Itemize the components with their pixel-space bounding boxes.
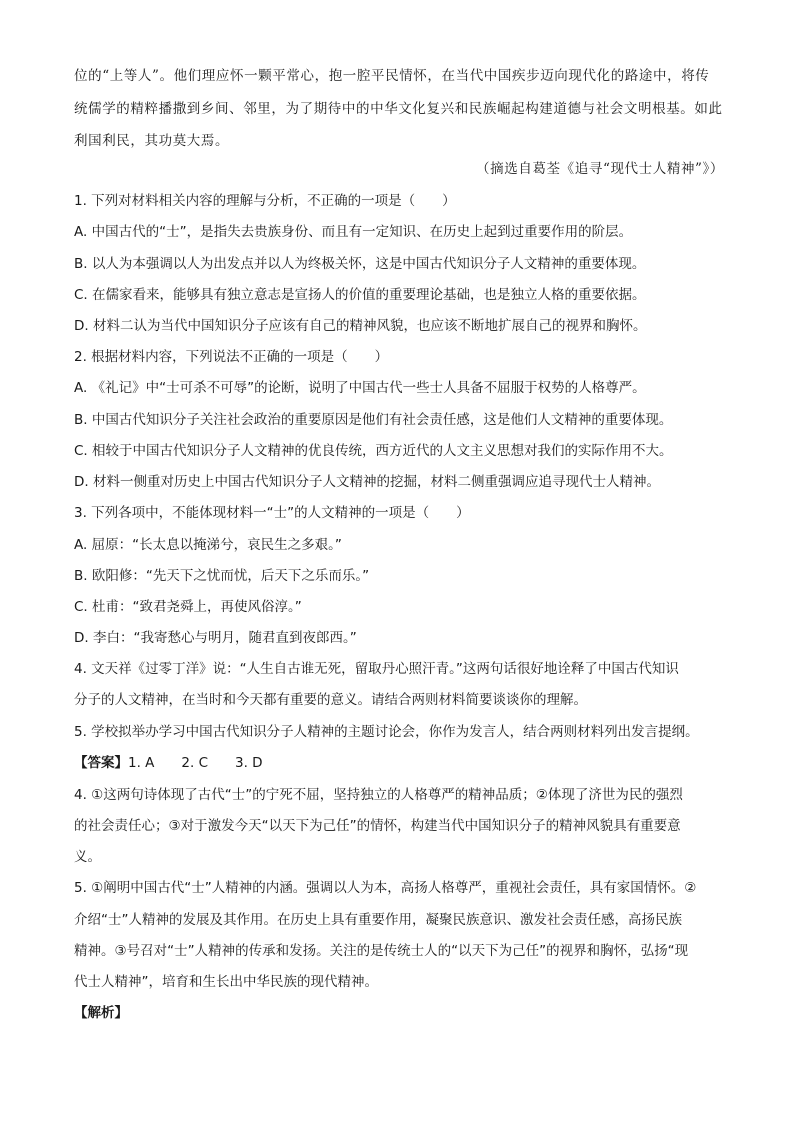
question-4-line: 分子的人文精神，在当时和今天都有重要的意义。请结合两则材料简要谈谈你的理解。 [74, 692, 587, 708]
question-2-option-c: C. 相较于中国古代知识分子人文精神的优良传统，西方近代的人文主义思想对我们的实际作用不大。 [74, 443, 673, 459]
answer-short: 1. A 2. C 3. D [128, 755, 263, 771]
answer-5-line: 5. ①阐明中国古代“士”人精神的内涵。强调以人为本，高扬人格尊严，重视社会责任，具有家国情怀。② [74, 880, 697, 896]
answer-4-line: 义。 [74, 849, 101, 865]
question-2-option-b: B. 中国古代知识分子关注社会政治的重要原因是他们有社会责任感，这是他们人文精神的重要体现。 [74, 412, 673, 428]
question-3-option-d: D. 李白：“我寄愁心与明月，随君直到夜郎西。” [74, 630, 357, 646]
answer-5-line: 介绍“士”人精神的发展及其作用。在历史上具有重要作用，凝聚民族意识、激发社会责任感，高扬民族 [74, 912, 682, 928]
question-2-option-d: D. 材料一侧重对历史上中国古代知识分子人文精神的挖掘，材料二侧重强调应追寻现代士人精神。 [74, 474, 660, 490]
passage-line: 统儒学的精粹播撒到乡间、邻里，为了期待中的中华文化复兴和民族崛起构建道德与社会文明根基。如此 [74, 101, 723, 117]
source-citation: （摘选自葛荃《追寻“现代士人精神”》） [476, 161, 724, 177]
answer-4-line: 4. ①这两句诗体现了古代“士”的宁死不屈，坚持独立的人格尊严的精神品质；②体现了济世为民的强烈 [74, 787, 683, 803]
question-1-option-d: D. 材料二认为当代中国知识分子应该有自己的精神风貌，也应该不断地扩展自己的视界和胸怀。 [74, 318, 647, 334]
passage-line: 利国利民，其功莫大焉。 [74, 133, 230, 149]
answer-5-line: 精神。③号召对“士”人精神的传承和发扬。关注的是传统士人的“以天下为己任”的视界和胸怀，弘扬“现 [74, 943, 689, 959]
answer-label: 【答案】 [74, 755, 128, 771]
question-4-line: 4. 文天祥《过零丁洋》说：“人生自古谁无死，留取丹心照汗青。”这两句话很好地诠释了中国古代知识 [74, 661, 679, 677]
answer-5-line: 代士人精神”，培育和生长出中华民族的现代精神。 [74, 974, 378, 990]
answer-4-line: 的社会责任心；③对于激发今天“以天下为己任”的情怀，构建当代中国知识分子的精神风貌具有重要意 [74, 818, 681, 834]
analysis-label: 【解析】 [74, 1005, 128, 1021]
passage-line: 位的“上等人”。他们理应怀一颗平常心，抱一腔平民情怀，在当代中国疾步迈向现代化的路途中，将传 [74, 68, 710, 84]
question-2-stem: 2. 根据材料内容，下列说法不正确的一项是（ ） [74, 349, 389, 365]
question-1-option-a: A. 中国古代的“士”，是指失去贵族身份、而且有一定知识、在历史上起到过重要作用的阶层。 [74, 224, 633, 240]
question-3-option-c: C. 杜甫：“致君尧舜上，再使风俗淳。” [74, 599, 302, 615]
question-3-option-b: B. 欧阳修：“先天下之忧而忧，后天下之乐而乐。” [74, 568, 370, 584]
question-5-stem: 5. 学校拟举办学习中国古代知识分子人精神的主题讨论会，你作为发言人，结合两则材料列出发言提纲。 [74, 724, 699, 740]
question-2-option-a: A. 《礼记》中“士可杀不可辱”的论断，说明了中国古代一些士人具备不屈服于权势的人格尊严。 [74, 380, 646, 396]
question-3-stem: 3. 下列各项中，不能体现材料一“士”的人文精神的一项是（ ） [74, 505, 470, 521]
question-1-option-b: B. 以人为本强调以人为出发点并以人为终极关怀，这是中国古代知识分子人文精神的重要体现。 [74, 256, 646, 272]
answer-row [74, 753, 724, 773]
question-3-option-a: A. 屈原：“长太息以掩涕兮，哀民生之多艰。” [74, 537, 342, 553]
question-1-stem: 1. 下列对材料相关内容的理解与分析，不正确的一项是（ ） [74, 193, 456, 209]
question-1-option-c: C. 在儒家看来，能够具有独立意志是宣扬人的价值的重要理论基础，也是独立人格的重要依据。 [74, 287, 646, 303]
